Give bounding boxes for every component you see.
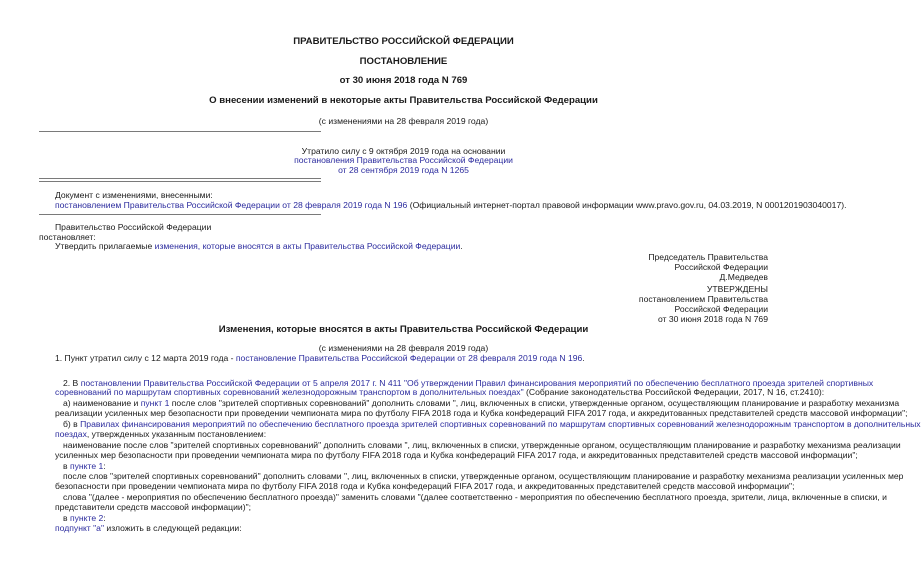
point-2-line-2 (55, 387, 824, 397)
annex-title: Изменения, которые вносятся в акты Правительства Российской Федерации (218, 324, 589, 335)
signature-country: Российской Федерации (674, 262, 768, 272)
point-1-change-line-3: слова "(далее - мероприятия по обеспечению бесплатного проезда)" заменить словами "(далее соответственно - мероприятия по обеспечению бесплатного проезда, зрители, лица, включенные в списки, и (63, 492, 887, 502)
naming-line-2: усиленных мер безопасности при проведении чемпионата мира по футболу FIFA 2018 года и Кубка конфедераций FIFA 2017 года, и аккредитованных представителей средств массовой информации"; (55, 450, 858, 460)
approved-date: от 30 июня 2018 года N 769 (657, 314, 768, 324)
divider (39, 131, 321, 132)
point-2-link[interactable]: постановлении Правительства Российской Федерации от 5 апреля 2017 г. N 411 "Об утверждении Правил финансирования мероприятий по обеспечению бесплатного проезда зрителей спортивных (80, 378, 874, 388)
subpoint-b-link[interactable]: Правилах финансирования мероприятий по обеспечению бесплатного проезда зрителей спортивных соревнований по маршрутам спортивных соревнований железнодорожным транспортом в дополнительных (80, 419, 921, 429)
document-title: О внесении изменений в некоторые акты Правительства Российской Федерации (209, 95, 598, 106)
point-1-end: . (582, 353, 585, 363)
in-point-2-colon: : (103, 513, 106, 523)
subpoint-b-line-1 (63, 419, 921, 429)
subpoint-a-restate-text: изложить в следующей редакции: (104, 523, 242, 533)
approve-paragraph (55, 241, 463, 251)
point-2-text: 2. В (63, 378, 81, 388)
point-2-link-cont[interactable]: соревнований по маршрутам спортивных соревнований железнодорожным транспортом в дополнительных поездах" (55, 387, 524, 397)
divider (39, 214, 321, 215)
subpoint-b-line-2 (55, 429, 266, 439)
approved-by: постановлением Правительства (638, 294, 768, 304)
approved-heading: УТВЕРЖДЕНЫ (706, 284, 768, 294)
approved-country: Российской Федерации (674, 304, 768, 314)
in-point-1-text: в (63, 461, 70, 471)
in-point-1-link[interactable]: пункте 1 (69, 461, 104, 471)
in-point-1 (63, 461, 106, 471)
annex-changes-note: (с изменениями на 28 февраля 2019 года) (318, 343, 489, 353)
naming-line-1: наименование после слов "зрителей спортивных соревнований" дополнить словами ", лиц, включенных в списки, утвержденные органом, осуществляющим планирование и разработку механизма реализации (63, 440, 901, 450)
document-type: ПОСТАНОВЛЕНИЕ (359, 56, 448, 67)
subpoint-b-link-cont[interactable]: поездах (55, 429, 87, 439)
in-point-2 (63, 513, 106, 523)
subpoint-a-line-1 (63, 398, 900, 408)
preamble-subject: Правительство Российской Федерации (55, 222, 212, 232)
point-1-change-line-2: безопасности при проведении чемпионата мира по футболу FIFA 2018 года и Кубка конфедераций FIFA 2017 года, и аккредитованных представителей средств массовой информации"; (55, 481, 795, 491)
lost-force-link-1[interactable]: постановления Правительства Российской Федерации (294, 155, 513, 165)
point-1-text: 1. Пункт утратил силу с 12 марта 2019 года - (55, 353, 236, 363)
subpoint-a-link[interactable]: пункт 1 (140, 398, 170, 408)
amended-source: (Официальный интернет-портал правовой информации www.pravo.gov.ru, 04.03.2019, N 0001201903040017). (407, 200, 847, 210)
subpoint-a-line-2: реализации усиленных мер безопасности при проведении чемпионата мира по футболу FIFA 2018 года и Кубка конфедераций FIFA 2017 года, и аккредитованных представителей средств массовой информации"; (55, 408, 908, 418)
divider (39, 178, 321, 179)
point-1-change-line-1: после слов "зрителей спортивных соревнований" дополнить словами ", лиц, включенных в списки, утвержденные органом, осуществляющим планирование и разработку механизма реализации усиленных мер (63, 471, 904, 481)
subpoint-a-restate-link[interactable]: подпункт "а" (55, 523, 105, 533)
subpoint-b-text-2: , утвержденных указанным постановлением: (86, 429, 267, 439)
in-point-2-link[interactable]: пункте 2 (69, 513, 104, 523)
subpoint-a-text-2: после слов "зрителей спортивных соревнований" дополнить словами ", лиц, включенных в списки, утвержденные органом, осуществляющим планирование и разработку механизма (169, 398, 900, 408)
approve-link[interactable]: изменения, которые вносятся в акты Правительства Российской Федерации (154, 241, 461, 251)
point-1-link[interactable]: постановление Правительства Российской Федерации от 28 февраля 2019 года N 196 (235, 353, 583, 363)
subpoint-a-restate (55, 523, 242, 533)
document-date-number: от 30 июня 2018 года N 769 (339, 75, 468, 86)
amended-label: Документ с изменениями, внесенными: (55, 190, 213, 200)
signature-name: Д.Медведев (719, 272, 768, 282)
lost-force-link-2[interactable]: от 28 сентября 2019 года N 1265 (338, 165, 469, 175)
subpoint-a-text: а) наименование и (63, 398, 141, 408)
approve-text: Утвердить прилагаемые (55, 241, 155, 251)
lost-force-line-1: Утратило силу с 9 октября 2019 года на основании (301, 146, 506, 156)
amended-line (55, 200, 847, 210)
in-point-2-text: в (63, 513, 70, 523)
in-point-1-colon: : (103, 461, 106, 471)
signature-position: Председатель Правительства (648, 252, 768, 262)
point-2-source: (Собрание законодательства Российской Федерации, 2017, N 16, ст.2410): (523, 387, 825, 397)
changes-note: (с изменениями на 28 февраля 2019 года) (318, 116, 489, 126)
subpoint-b-text: б) в (63, 419, 81, 429)
preamble-resolves: постановляет: (39, 232, 96, 242)
amended-link[interactable]: постановлением Правительства Российской Федерации от 28 февраля 2019 года N 196 (55, 200, 408, 210)
point-1 (55, 353, 585, 363)
government-name: ПРАВИТЕЛЬСТВО РОССИЙСКОЙ ФЕДЕРАЦИИ (293, 36, 514, 47)
divider (39, 181, 321, 182)
point-1-change-line-4: представители средств массовой информации)"; (55, 502, 252, 512)
approve-end: . (460, 241, 463, 251)
